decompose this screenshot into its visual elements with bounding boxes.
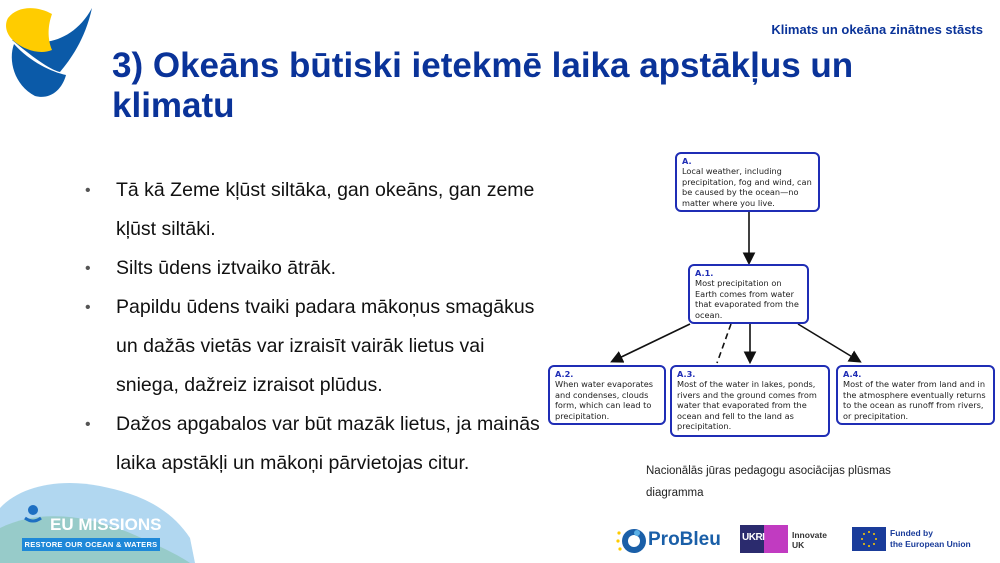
ukri-logo: UKRI xyxy=(740,525,788,553)
bullet-item: • Tā kā Zeme kļūst siltāka, gan okeāns, gan zeme kļūst siltāki. xyxy=(82,171,542,249)
diagram-box-a1: A.1. Most precipitation on Earth comes from water that evaporated from the ocean. xyxy=(688,264,809,324)
page-title: 3) Okeāns būtiski ietekmē laika apstākļus un klimatu xyxy=(112,46,854,125)
bullet-list xyxy=(82,171,542,483)
bullet-icon: • xyxy=(85,260,91,277)
diagram-box-a4: A.4. Most of the water from land and in the atmosphere eventually returns to the ocean as runoff from rivers, or precipitation. xyxy=(836,365,995,425)
bullet-item: • Dažos apgabalos var būt mazāk lietus, ja mainās laika apstākļi un mākoņi pārvietojas citur. xyxy=(82,405,542,483)
bullet-icon: • xyxy=(85,182,91,199)
project-logo xyxy=(0,0,100,100)
innovate-uk-text: Innovate UK xyxy=(792,530,827,550)
eu-missions-title: EU MISSIONS xyxy=(50,515,162,534)
probleu-icon xyxy=(614,524,648,558)
bullet-item: • Silts ūdens iztvaiko ātrāk. xyxy=(82,249,542,288)
eu-missions-logo xyxy=(0,478,200,563)
eu-missions-subtitle: RESTORE OUR OCEAN & WATERS xyxy=(22,538,160,551)
flow-diagram xyxy=(545,148,1000,443)
diagram-box-a: A. Local weather, including precipitation, fog and wind, can be caused by the ocean—no matter where you live. xyxy=(675,152,820,212)
diagram-box-a2: A.2. When water evaporates and condenses, clouds form, which can lead to precipitation. xyxy=(548,365,666,425)
diagram-box-a3: A.3. Most of the water in lakes, ponds, rivers and the ground comes from water that evaporated from the ocean and fell to the land as precipitation. xyxy=(670,365,830,437)
bullet-icon: • xyxy=(85,299,91,316)
eu-funded-text: Funded by the European Union xyxy=(890,528,971,549)
diagram-caption: Nacionālās jūras pedagogu asociācijas plūsmas diagramma xyxy=(646,465,891,499)
eu-flag-icon xyxy=(852,527,886,551)
series-label: Klimats un okeāna zinātnes stāsts xyxy=(771,22,983,37)
partner-logos xyxy=(612,522,1000,558)
probleu-logo: ProBleu xyxy=(648,529,721,550)
bullet-icon: • xyxy=(85,416,91,433)
bullet-item: • Papildu ūdens tvaiki padara mākoņus smagākus un dažās vietās var izraisīt vairāk lietus vai sniega, dažreiz izraisot plūdus. xyxy=(82,288,542,405)
